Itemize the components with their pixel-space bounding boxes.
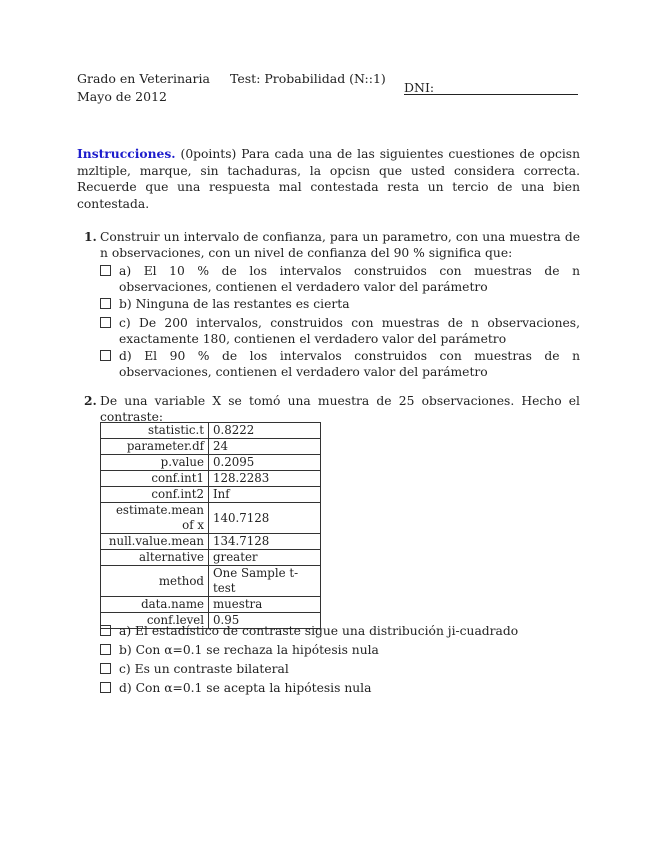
checkbox[interactable]: [100, 682, 111, 693]
table-value: 134.7128: [209, 534, 321, 550]
table-row: [101, 597, 321, 613]
question-number: 1.: [84, 229, 97, 244]
table-key: alternative: [101, 550, 209, 566]
q2-option-a[interactable]: [100, 623, 580, 639]
table-row: [101, 455, 321, 471]
checkbox[interactable]: [100, 265, 111, 276]
q1-option-c[interactable]: [100, 315, 580, 347]
table-row: [101, 550, 321, 566]
dni-input-line[interactable]: [404, 80, 578, 95]
q2-option-d[interactable]: [100, 680, 580, 696]
question-1: [84, 229, 580, 261]
q1-option-b[interactable]: [100, 296, 580, 312]
date-label: Mayo de 2012: [77, 89, 167, 104]
table-row: [101, 503, 321, 534]
table-value: 140.7128: [209, 503, 321, 534]
table-key: method: [101, 566, 209, 597]
q2-option-c[interactable]: [100, 661, 580, 677]
degree-label: Grado en Veterinaria: [77, 71, 210, 86]
option-text: a) El estadístico de contraste sigue una distribución ji-cuadrado: [119, 624, 519, 638]
table-key: conf.level: [101, 613, 209, 629]
table-value: Inf: [209, 487, 321, 503]
table-value: 24: [209, 439, 321, 455]
table-key: conf.int1: [101, 471, 209, 487]
checkbox[interactable]: [100, 644, 111, 655]
q2-option-b[interactable]: [100, 642, 580, 658]
instructions-text: (0points) Para cada una de las siguientes cuestiones de opcisn mzltiple, marque, sin tachaduras, la opcisn que usted considera correcta. Recuerde que una respuesta mal contestada resta un tercio de una bien contestada.: [77, 147, 580, 211]
table-row: [101, 566, 321, 597]
table-value: 0.2095: [209, 455, 321, 471]
table-row: [101, 534, 321, 550]
question-number: 2.: [84, 393, 97, 408]
checkbox[interactable]: [100, 350, 111, 361]
table-value: 128.2283: [209, 471, 321, 487]
table-key: data.name: [101, 597, 209, 613]
dni-label: DNI:: [404, 80, 435, 95]
table-value: 0.8222: [209, 423, 321, 439]
checkbox[interactable]: [100, 317, 111, 328]
table-row: [101, 439, 321, 455]
instructions-label: Instrucciones.: [77, 146, 176, 161]
table-value: One Sample t-test: [209, 566, 321, 597]
table-value: 0.95: [209, 613, 321, 629]
option-text: c) De 200 intervalos, construidos con muestras de n observaciones, exactamente 180, contienen el verdadero valor del parámetro: [119, 316, 580, 346]
question-text: Construir un intervalo de confianza, para un parametro, con una muestra de n observaciones, con un nivel de confianza del 90 % significa que:: [100, 230, 580, 260]
table-value: greater: [209, 550, 321, 566]
q1-option-a[interactable]: [100, 263, 580, 295]
option-text: b) Ninguna de las restantes es cierta: [119, 297, 350, 311]
question-2: [84, 393, 580, 425]
checkbox[interactable]: [100, 625, 111, 636]
table-row: [101, 423, 321, 439]
table-key: conf.int2: [101, 487, 209, 503]
results-table: [100, 422, 321, 629]
option-text: c) Es un contraste bilateral: [119, 662, 289, 676]
checkbox[interactable]: [100, 663, 111, 674]
checkbox[interactable]: [100, 298, 111, 309]
option-text: b) Con α=0.1 se rechaza la hipótesis nula: [119, 643, 379, 657]
table-key: statistic.t: [101, 423, 209, 439]
table-row: [101, 487, 321, 503]
instructions: [77, 146, 580, 212]
question-text: De una variable X se tomó una muestra de 25 observaciones. Hecho el contraste:: [100, 394, 580, 424]
option-text: d) El 90 % de los intervalos construidos con muestras de n observaciones, contienen el verdadero valor del parámetro: [119, 349, 580, 379]
table-key: estimate.mean of x: [101, 503, 209, 534]
table-key: parameter.df: [101, 439, 209, 455]
option-text: a) El 10 % de los intervalos construidos con muestras de n observaciones, contienen el verdadero valor del parámetro: [119, 264, 580, 294]
option-text: d) Con α=0.1 se acepta la hipótesis nula: [119, 681, 372, 695]
table-key: p.value: [101, 455, 209, 471]
table-row: [101, 471, 321, 487]
q1-option-d[interactable]: [100, 348, 580, 380]
table-value: muestra: [209, 597, 321, 613]
table-key: null.value.mean: [101, 534, 209, 550]
test-title: Test: Probabilidad (N::1): [230, 71, 386, 86]
